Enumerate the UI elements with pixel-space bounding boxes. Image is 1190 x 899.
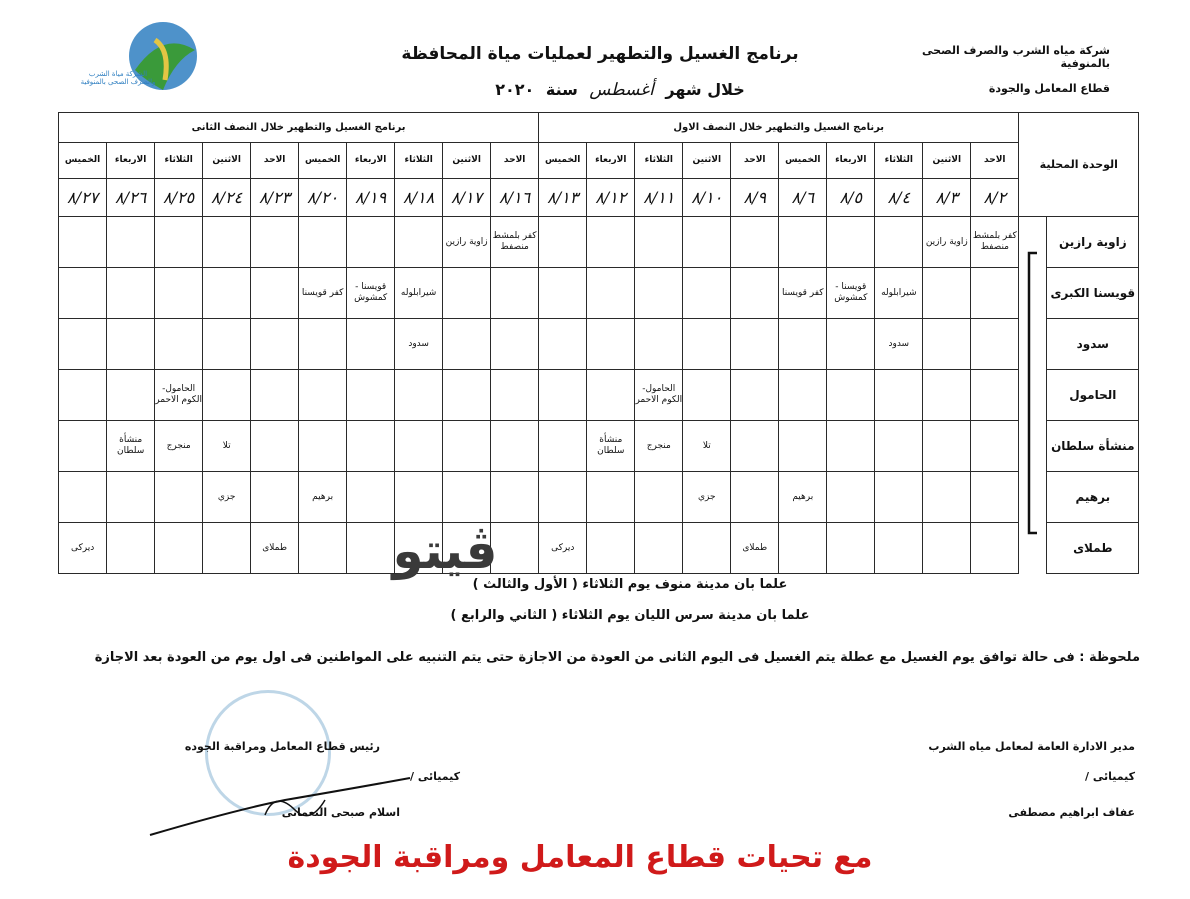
day-header: الاحد — [491, 143, 539, 179]
schedule-cell: منجرج — [635, 421, 683, 472]
day-header: الثلاثاء — [155, 143, 203, 179]
month-line — [440, 80, 800, 106]
schedule-cell — [779, 370, 827, 421]
schedule-cell — [491, 421, 539, 472]
schedule-cell — [347, 217, 395, 268]
schedule-cell — [395, 421, 443, 472]
date-header: ٨/١٦ — [491, 179, 539, 217]
date-header: ٨/٤ — [875, 179, 923, 217]
schedule-cell — [875, 523, 923, 574]
schedule-cell — [203, 370, 251, 421]
schedule-cell — [923, 370, 971, 421]
schedule-cell — [491, 319, 539, 370]
schedule-cell — [635, 217, 683, 268]
schedule-cell — [971, 370, 1019, 421]
unit-header: الوحدة المحلية — [1019, 113, 1139, 217]
day-header: الاربعاء — [587, 143, 635, 179]
schedule-cell — [251, 370, 299, 421]
row-unit-label: برهيم — [1047, 472, 1139, 523]
schedule-cell — [107, 523, 155, 574]
schedule-cell — [251, 319, 299, 370]
schedule-cell — [683, 217, 731, 268]
day-header: الثلاثاء — [875, 143, 923, 179]
document-title: برنامج الغسيل والتطهير لعمليات مياة المحافظة — [401, 44, 799, 64]
schedule-cell — [539, 217, 587, 268]
day-header: الخميس — [59, 143, 107, 179]
schedule-cell — [827, 217, 875, 268]
schedule-cell: طملاى — [251, 523, 299, 574]
schedule-cell: برهيم — [299, 472, 347, 523]
schedule-cell — [635, 268, 683, 319]
schedule-cell — [875, 472, 923, 523]
date-header: ٨/٩ — [731, 179, 779, 217]
schedule-cell — [299, 421, 347, 472]
schedule-cell — [635, 523, 683, 574]
month-label: خلال شهر — [665, 80, 745, 99]
day-header: الاحد — [731, 143, 779, 179]
schedule-cell — [923, 268, 971, 319]
schedule-cell — [155, 523, 203, 574]
org-name: شركة مياه الشرب والصرف الصحى بالمنوفية — [922, 44, 1110, 70]
schedule-cell — [731, 217, 779, 268]
schedule-cell: برهيم — [779, 472, 827, 523]
schedule-cell — [59, 370, 107, 421]
company-logo — [115, 20, 205, 100]
schedule-cell: شيرابلوله — [875, 268, 923, 319]
schedule-cell — [107, 472, 155, 523]
schedule-cell — [923, 421, 971, 472]
schedule-cell — [299, 523, 347, 574]
date-header: ٨/١٧ — [443, 179, 491, 217]
schedule-cell — [971, 472, 1019, 523]
day-header: الاثنين — [203, 143, 251, 179]
day-header: الثلاثاء — [395, 143, 443, 179]
day-header: الخميس — [779, 143, 827, 179]
schedule-cell — [155, 268, 203, 319]
schedule-cell — [347, 421, 395, 472]
date-header: ٨/١١ — [635, 179, 683, 217]
schedule-cell — [827, 421, 875, 472]
schedule-cell: كفر بلمشط منصفط — [971, 217, 1019, 268]
month-value: أغسطس — [589, 80, 654, 100]
schedule-cell — [731, 472, 779, 523]
schedule-cell: شيرابلوله — [395, 268, 443, 319]
day-header: الاثنين — [923, 143, 971, 179]
row-unit-label: سدود — [1047, 319, 1139, 370]
schedule-cell — [107, 217, 155, 268]
day-header: الاربعاء — [107, 143, 155, 179]
schedule-cell — [59, 217, 107, 268]
site-watermark: ڤيتو — [392, 522, 498, 580]
schedule-cell — [683, 268, 731, 319]
half2-header: برنامج الغسيل والتطهير خلال النصف الثانى — [59, 113, 539, 143]
schedule-cell — [203, 523, 251, 574]
schedule-cell — [251, 421, 299, 472]
schedule-cell — [251, 268, 299, 319]
schedule-cell — [923, 472, 971, 523]
schedule-cell — [203, 319, 251, 370]
schedule-cell: ديركى — [539, 523, 587, 574]
schedule-cell — [107, 370, 155, 421]
date-header: ٨/١٩ — [347, 179, 395, 217]
schedule-cell — [587, 523, 635, 574]
schedule-cell — [491, 370, 539, 421]
schedule-cell — [683, 523, 731, 574]
schedule-cell: منجرج — [155, 421, 203, 472]
day-header: الاحد — [971, 143, 1019, 179]
schedule-cell — [971, 319, 1019, 370]
schedule-cell — [827, 319, 875, 370]
schedule-cell: منشأة سلطان — [107, 421, 155, 472]
schedule-cell — [203, 268, 251, 319]
schedule-cell — [443, 472, 491, 523]
schedule-cell — [395, 472, 443, 523]
schedule-cell: الحامول- الكوم الاحمر — [155, 370, 203, 421]
date-header: ٨/٢٦ — [107, 179, 155, 217]
date-header: ٨/١٢ — [587, 179, 635, 217]
org-sector: قطاع المعامل والجودة — [988, 82, 1110, 95]
year-label: سنة — [545, 80, 578, 99]
schedule-cell — [587, 319, 635, 370]
schedule-cell — [395, 370, 443, 421]
day-header: الثلاثاء — [635, 143, 683, 179]
schedule-cell — [923, 319, 971, 370]
schedule-cell: كفر بلمشط منصفط — [491, 217, 539, 268]
schedule-cell — [923, 523, 971, 574]
schedule-cell — [827, 370, 875, 421]
row-unit-label: قويسنا الكبرى — [1047, 268, 1139, 319]
schedule-cell — [779, 217, 827, 268]
schedule-cell — [539, 268, 587, 319]
schedule-cell — [587, 370, 635, 421]
note-holiday: ملحوظة : فى حالة توافق يوم الغسيل مع عطلة يتم الغسيل فى اليوم الثانى من العودة من الاجازة حتى يتم التنبيه على المواطنين فى اول يوم من العودة بعد الاجازة — [94, 650, 1140, 665]
day-header: الاثنين — [683, 143, 731, 179]
date-header: ٨/١٨ — [395, 179, 443, 217]
date-header: ٨/٣ — [923, 179, 971, 217]
schedule-cell: تلا — [203, 421, 251, 472]
schedule-cell — [251, 217, 299, 268]
schedule-cell — [635, 319, 683, 370]
date-header: ٨/٢٠ — [299, 179, 347, 217]
schedule-cell: كفر قويسنا — [299, 268, 347, 319]
schedule-cell — [731, 421, 779, 472]
table-row — [59, 217, 1139, 268]
schedule-cell: قويسنا - كمشوش — [347, 268, 395, 319]
left-signatory-title: رئيس قطاع المعامل ومراقبة الجوده — [184, 740, 380, 753]
schedule-cell — [683, 319, 731, 370]
schedule-cell — [971, 268, 1019, 319]
schedule-cell — [155, 319, 203, 370]
schedule-cell — [443, 421, 491, 472]
schedule-cell: سدود — [875, 319, 923, 370]
schedule-cell — [59, 421, 107, 472]
row-unit-label: زاوية رازين — [1047, 217, 1139, 268]
schedule-cell: تلا — [683, 421, 731, 472]
date-header: ٨/٦ — [779, 179, 827, 217]
schedule-cell — [539, 319, 587, 370]
schedule-cell — [635, 472, 683, 523]
day-header: الاربعاء — [347, 143, 395, 179]
schedule-cell — [203, 217, 251, 268]
schedule-cell: منشأة سلطان — [587, 421, 635, 472]
schedule-cell — [107, 319, 155, 370]
schedule-cell — [971, 523, 1019, 574]
row-unit-label: منشأة سلطان — [1047, 421, 1139, 472]
right-signatory-name: عفاف ابراهيم مصطفى — [1008, 806, 1135, 819]
schedule-cell — [587, 268, 635, 319]
schedule-cell — [59, 268, 107, 319]
schedule-cell — [395, 217, 443, 268]
schedule-cell: جزي — [203, 472, 251, 523]
table-row — [59, 523, 1139, 574]
schedule-cell — [731, 268, 779, 319]
footer-banner: مع تحيات قطاع المعامل ومراقبة الجودة — [287, 840, 873, 875]
left-signatory-name: اسلام صبحى النعمانى — [281, 806, 400, 819]
table-row — [59, 370, 1139, 421]
left-signatory-role: كيميائى / — [410, 770, 460, 783]
schedule-cell: قويسنا - كمشوش — [827, 268, 875, 319]
schedule-cell — [299, 319, 347, 370]
table-row — [59, 268, 1139, 319]
half1-header: برنامج الغسيل والتطهير خلال النصف الاول — [539, 113, 1019, 143]
schedule-cell — [779, 523, 827, 574]
schedule-cell — [443, 319, 491, 370]
schedule-cell — [683, 370, 731, 421]
note-sers: علما بان مدينة سرس الليان يوم الثلاثاء ( الثاني والرابع ) — [450, 608, 810, 623]
table-row — [59, 472, 1139, 523]
schedule-cell — [443, 370, 491, 421]
schedule-cell: ديركى — [59, 523, 107, 574]
schedule-cell — [539, 370, 587, 421]
schedule-cell: كفر قويسنا — [779, 268, 827, 319]
schedule-cell — [59, 319, 107, 370]
schedule-cell — [491, 268, 539, 319]
schedule-cell — [971, 421, 1019, 472]
row-unit-label: الحامول — [1047, 370, 1139, 421]
schedule-cell — [875, 217, 923, 268]
schedule-cell — [155, 472, 203, 523]
schedule-cell — [155, 217, 203, 268]
logo-text: الشركة مياة الشرب والصرف الصحى بالمنوفية — [80, 70, 156, 86]
date-header: ٨/١٠ — [683, 179, 731, 217]
schedule-cell — [347, 370, 395, 421]
schedule-cell — [443, 268, 491, 319]
schedule-cell — [299, 217, 347, 268]
schedule-cell — [827, 472, 875, 523]
schedule-cell — [347, 319, 395, 370]
schedule-cell — [299, 370, 347, 421]
table-row — [59, 421, 1139, 472]
date-header: ٨/٢٤ — [203, 179, 251, 217]
date-header: ٨/١٣ — [539, 179, 587, 217]
schedule-cell — [59, 472, 107, 523]
day-header: الخميس — [299, 143, 347, 179]
schedule-cell — [779, 319, 827, 370]
day-header: الخميس — [539, 143, 587, 179]
day-header: الاحد — [251, 143, 299, 179]
date-header: ٨/٢ — [971, 179, 1019, 217]
schedule-cell — [731, 319, 779, 370]
schedule-cell: زاوية رازين — [923, 217, 971, 268]
schedule-cell: زاوية رازين — [443, 217, 491, 268]
schedule-cell: الحامول- الكوم الاحمر — [635, 370, 683, 421]
schedule-cell — [587, 472, 635, 523]
schedule-cell — [539, 472, 587, 523]
schedule-cell — [875, 421, 923, 472]
schedule-cell — [587, 217, 635, 268]
schedule-cell — [347, 472, 395, 523]
schedule-cell — [491, 472, 539, 523]
day-header: الاثنين — [443, 143, 491, 179]
schedule-cell: جزي — [683, 472, 731, 523]
date-header: ٨/٢٣ — [251, 179, 299, 217]
handwritten-signature — [145, 770, 415, 840]
date-header: ٨/٢٥ — [155, 179, 203, 217]
schedule-cell: طملاى — [731, 523, 779, 574]
note-menouf: علما بان مدينة منوف يوم الثلاثاء ( الأول والثالث ) — [472, 577, 788, 592]
date-header: ٨/٢٧ — [59, 179, 107, 217]
schedule-cell: سدود — [395, 319, 443, 370]
wash-schedule-table — [58, 112, 1139, 574]
row-unit-label: طملاى — [1047, 523, 1139, 574]
schedule-cell — [779, 421, 827, 472]
right-signatory-title: مدير الادارة العامة لمعامل مياه الشرب — [928, 740, 1135, 753]
date-header: ٨/٥ — [827, 179, 875, 217]
schedule-cell — [875, 370, 923, 421]
schedule-cell — [251, 472, 299, 523]
table-row — [59, 319, 1139, 370]
right-signatory-role: كيميائى / — [1085, 770, 1135, 783]
day-header: الاربعاء — [827, 143, 875, 179]
year-value: ٢٠٢٠ — [495, 80, 535, 99]
schedule-cell — [539, 421, 587, 472]
schedule-cell — [731, 370, 779, 421]
schedule-cell — [107, 268, 155, 319]
row-group-bracket — [1019, 217, 1047, 574]
schedule-cell — [827, 523, 875, 574]
